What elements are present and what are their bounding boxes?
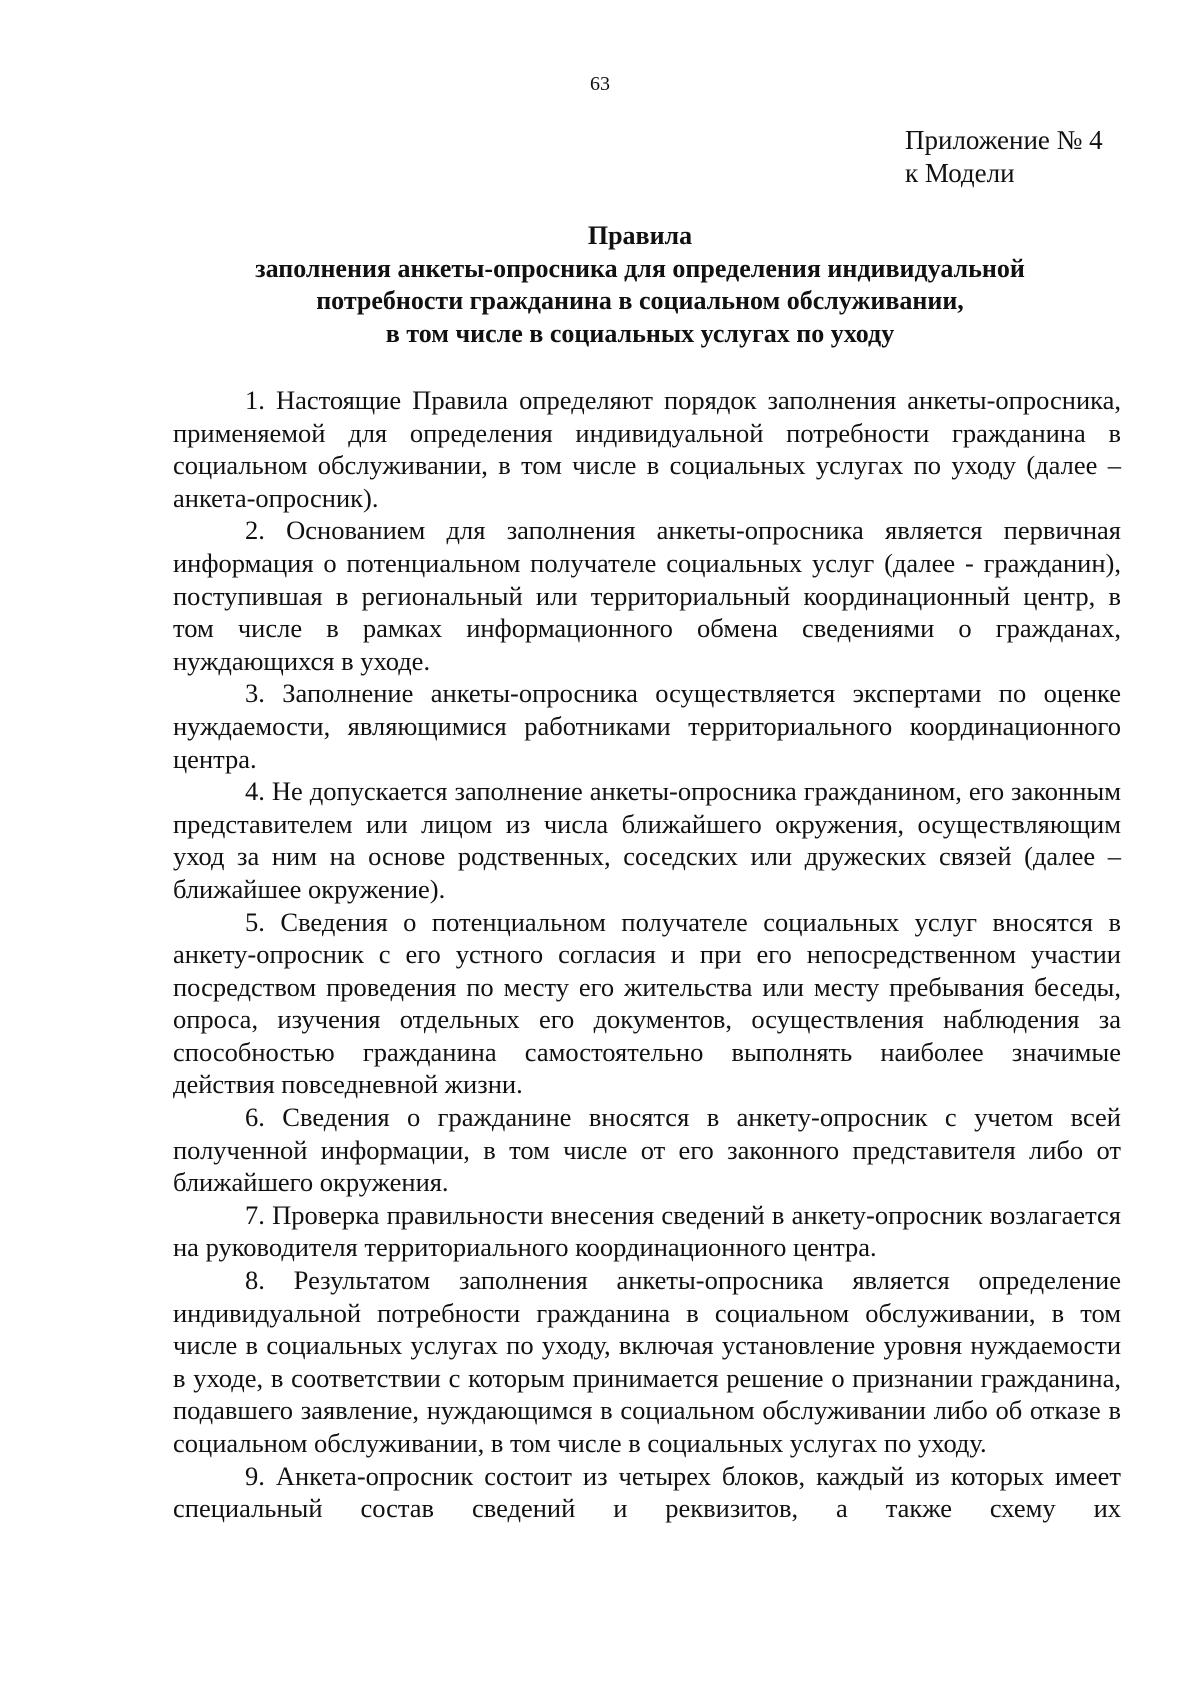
title-line-4: в том числе в социальных услугах по уходу: [385, 318, 895, 348]
paragraph-4: 4. Не допускается заполнение анкеты-опросника гражданином, его законным представителем или лицом из числа ближайшего окружения, осуществляющим уход за ним на основе родственных, соседских или дружеских связей (далее – ближайшее окружение).: [173, 776, 1121, 904]
title-line-1: Правила: [587, 221, 693, 250]
paragraph-8: 8. Результатом заполнения анкеты-опросника является определение индивидуальной потребности гражданина в социальном обслуживании, в том числе в социальных услугах по уходу, включая установление уровня нуждаемости в уходе, в соответствии с которым принимается решение о признании гражданина, подавшего заявление, нуждающимся в социальном обслуживании либо об отказе в социальном обслуживании, в том числе в социальных услугах по уходу.: [173, 1265, 1121, 1458]
appendix-number: Приложение № 4: [905, 125, 1103, 155]
title-line-2: заполнения анкеты-опросника для определения индивидуальной: [255, 253, 1025, 283]
rules-body: [173, 384, 1121, 1525]
paragraph-7: 7. Проверка правильности внесения сведений в анкету-опросник возлагается на руководителя территориального координационного центра.: [173, 1199, 1121, 1263]
paragraph-9: 9. Анкета-опросник состоит из четырех блоков, каждый из которых имеет специальный состав сведений и реквизитов, а также схему их: [173, 1460, 1121, 1524]
page-number: 63: [590, 73, 610, 95]
appendix-reference: [905, 124, 1103, 190]
document-title: [160, 220, 1120, 350]
paragraph-1: 1. Настоящие Правила определяют порядок заполнения анкеты-опросника, применяемой для определения индивидуальной потребности гражданина в социальном обслуживании, в том числе в социальных услугах по уходу (далее – анкета-опросник).: [173, 385, 1121, 513]
paragraph-5: 5. Сведения о потенциальном получателе социальных услуг вносятся в анкету-опросник с его устного согласия и при его непосредственном участии посредством проведения по месту его жительства или месту пребывания беседы, опроса, изучения отдельных его документов, осуществления наблюдения за способностью гражданина самостоятельно выполнять наиболее значимые действия повседневной жизни.: [173, 906, 1121, 1100]
appendix-model: к Модели: [905, 158, 1015, 188]
title-line-3: потребности гражданина в социальном обслуживании,: [316, 286, 964, 315]
paragraph-6: 6. Сведения о гражданине вносятся в анкету-опросник с учетом всей полученной информации, в том числе от его законного представителя либо от ближайшего окружения.: [173, 1102, 1121, 1198]
paragraph-2: 2. Основанием для заполнения анкеты-опросника является первичная информация о потенциальном получателе социальных услуг (далее - гражданин), поступившая в региональный или территориальный координационный центр, в том числе в рамках информационного обмена сведениями о гражданах, нуждающихся в уходе.: [173, 515, 1121, 676]
paragraph-3: 3. Заполнение анкеты-опросника осуществляется экспертами по оценке нуждаемости, являющимися работниками территориального координационного центра.: [173, 678, 1121, 774]
